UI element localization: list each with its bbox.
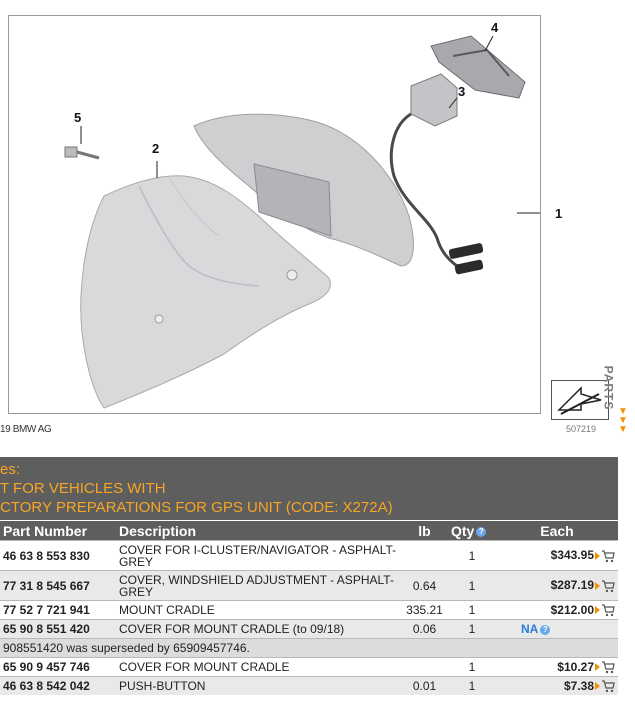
part-price-cell — [496, 601, 618, 620]
help-icon[interactable]: ? — [540, 625, 550, 635]
copyright-text: 19 BMW AG — [0, 424, 52, 435]
part-number[interactable]: 77 31 8 545 667 — [0, 571, 116, 601]
part-price-cell — [496, 677, 618, 696]
callout-4[interactable]: 4 — [491, 20, 499, 35]
notes-heading: es: — [0, 461, 21, 478]
orange-arrows-icon: ▼ ▼ ▼ — [618, 406, 628, 435]
help-icon[interactable]: ? — [476, 527, 486, 537]
table-header-row — [0, 521, 618, 541]
part-price-cell — [496, 571, 618, 601]
parts-table — [0, 521, 618, 695]
parts-tab-label: PARTS — [601, 365, 616, 411]
part-weight: 0.64 — [401, 571, 448, 601]
add-to-cart-icon[interactable] — [595, 604, 615, 617]
part-qty[interactable]: 1 — [448, 541, 496, 571]
part-qty[interactable]: 1 — [448, 677, 496, 696]
part-description: COVER, WINDSHIELD ADJUSTMENT - ASPHALT-GREY — [116, 571, 401, 601]
part-number[interactable]: 65 90 8 551 420 — [0, 620, 116, 639]
header-each: Each — [496, 521, 618, 541]
part-price: $343.95 — [550, 548, 594, 563]
header-part-number: Part Number — [0, 521, 116, 541]
part-description: COVER FOR MOUNT CRADLE (to 09/18) — [116, 620, 401, 639]
callout-1[interactable]: 1 — [555, 206, 563, 221]
part-description: COVER FOR MOUNT CRADLE — [116, 658, 401, 677]
part-price-cell — [496, 658, 618, 677]
part-weight: 0.01 — [401, 677, 448, 696]
part-description: COVER FOR I-CLUSTER/NAVIGATOR - ASPHALT-GREY — [116, 541, 401, 571]
part-qty[interactable]: 1 — [448, 620, 496, 639]
part-price-cell — [496, 541, 618, 571]
header-description: Description — [116, 521, 401, 541]
part-price: $212.00 — [550, 602, 594, 617]
notes-panel — [0, 457, 618, 520]
table-row[interactable] — [0, 620, 618, 639]
callout-3[interactable]: 3 — [458, 84, 466, 99]
part-price: $287.19 — [550, 578, 594, 593]
add-to-cart-icon[interactable] — [595, 580, 615, 593]
part-price: $7.38 — [563, 678, 594, 693]
table-row[interactable] — [0, 658, 618, 677]
part-weight: 0.06 — [401, 620, 448, 639]
table-row[interactable] — [0, 541, 618, 571]
header-qty — [448, 521, 496, 541]
part-number[interactable]: 46 63 8 553 830 — [0, 541, 116, 571]
part-qty[interactable]: 1 — [448, 658, 496, 677]
part-number[interactable]: 77 52 7 721 941 — [0, 601, 116, 620]
supersede-note: 908551420 was superseded by 65909457746. — [0, 639, 618, 658]
diagram-id: 507219 — [566, 424, 597, 434]
part-price: $10.27 — [557, 659, 594, 674]
part-qty[interactable]: 1 — [448, 601, 496, 620]
diagram-frame — [8, 15, 541, 414]
arrow-view-icon — [551, 380, 609, 420]
header-lb: lb — [401, 521, 448, 541]
exploded-view-illustration — [9, 16, 540, 413]
table-row[interactable] — [0, 677, 618, 696]
part-description: PUSH-BUTTON — [116, 677, 401, 696]
notes-line: T FOR VEHICLES WITH — [0, 480, 166, 497]
parts-side-tab[interactable] — [601, 355, 632, 440]
table-row[interactable] — [0, 571, 618, 601]
part-weight: 335.21 — [401, 601, 448, 620]
part-weight — [401, 541, 448, 571]
add-to-cart-icon[interactable] — [595, 661, 615, 674]
callout-2[interactable]: 2 — [152, 141, 160, 156]
add-to-cart-icon[interactable] — [595, 550, 615, 563]
header-qty-label: Qty — [451, 522, 475, 539]
part-number[interactable]: 46 63 8 542 042 — [0, 677, 116, 696]
part-price-cell — [496, 620, 618, 639]
part-number[interactable]: 65 90 9 457 746 — [0, 658, 116, 677]
add-to-cart-icon[interactable] — [595, 680, 615, 693]
notes-line: CTORY PREPARATIONS FOR GPS UNIT (CODE: X272A) — [0, 499, 393, 516]
part-description: MOUNT CRADLE — [116, 601, 401, 620]
part-qty[interactable]: 1 — [448, 571, 496, 601]
table-row[interactable] — [0, 601, 618, 620]
part-weight — [401, 658, 448, 677]
supersede-note-row — [0, 639, 618, 658]
not-available-label: NA — [521, 622, 539, 636]
callout-5[interactable]: 5 — [74, 110, 82, 125]
